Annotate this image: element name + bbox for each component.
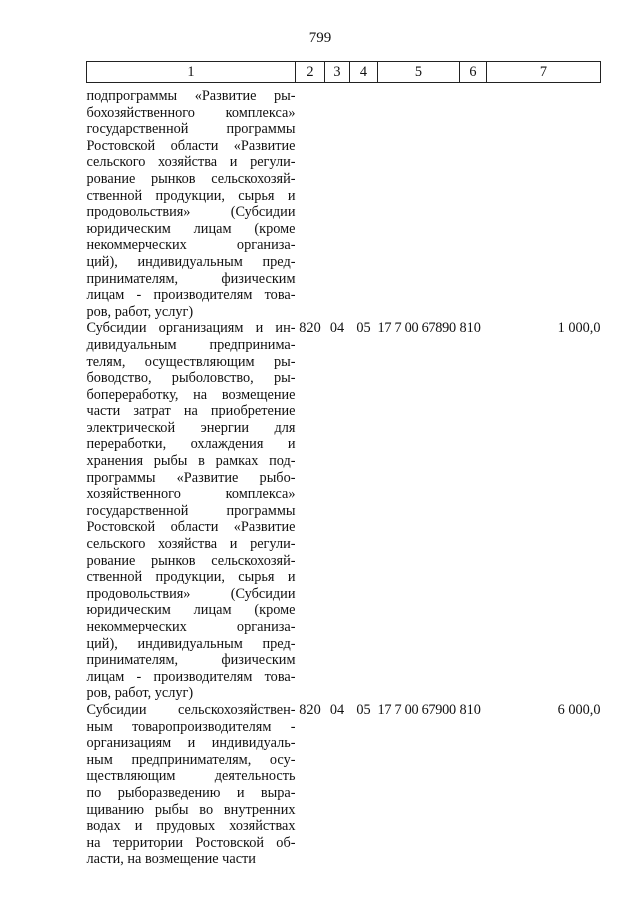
description-line: юридическим лицам (кроме [86,220,296,237]
expense-type-code: 810 [459,320,481,337]
amount [487,83,601,321]
ministry-code [296,83,325,321]
description-line: бохозяйственного комплекса» [86,104,296,121]
column-header: 4 [350,62,378,83]
description-line: программы «Развитие рыбо- [86,469,296,486]
column-header: 6 [460,62,487,83]
target-article-code [378,83,460,321]
description-line: государственной программы [86,121,296,138]
section-code: 04 [329,320,345,337]
description-line: принимателям, физическим [86,270,296,287]
column-header: 7 [487,62,601,83]
page-number: 799 [308,30,332,46]
description-line: водах и прудовых хозяйствах [86,818,296,835]
description-line: Ростовской области «Развитие [86,519,296,536]
description-line: государственной программы [86,502,296,519]
section-code: 04 [329,701,345,718]
column-header: 2 [296,62,325,83]
header-row [87,62,601,83]
budget-table [86,61,601,868]
ministry-code: 820 [299,701,321,718]
description-line: Субсидии сельскохозяйствен- [86,701,296,718]
description-line: продовольствия» (Субсидии [86,585,296,602]
description-line: лицам - производителям това- [86,287,296,304]
description-line: дивидуальным предпринима- [86,336,296,353]
target-article-code: 17 7 00 67900 [377,701,456,718]
description-line: ций), индивидуальным пред- [86,253,296,270]
column-header: 5 [378,62,460,83]
row-description [87,83,296,321]
description-line: ным товаропроизводителям - [86,718,296,735]
description-line: бопереработку, на возмещение [86,386,296,403]
table-row [87,320,601,702]
description-line: юридическим лицам (кроме [86,602,296,619]
description-line: хранения рыбы в рамках под- [86,453,296,470]
description-line: хозяйственного комплекса» [86,486,296,503]
description-line: ственной продукции, сырья и [86,569,296,586]
amount: 6 000,0 [557,701,601,718]
description-line: сельского хозяйства и регули- [86,536,296,553]
description-line: ласти, на возмещение части [86,851,256,868]
column-header: 1 [87,62,296,83]
description-line: ным предпринимателям, осу- [86,751,296,768]
description-line: на территории Ростовской об- [86,834,296,851]
table-row [87,702,601,868]
description-line: рование рынков сельскохозяй- [86,170,296,187]
description-line: сельского хозяйства и регули- [86,154,296,171]
description-line: Ростовской области «Развитие [86,137,296,154]
description-line: лицам - производителям това- [86,668,296,685]
amount: 1 000,0 [557,320,601,337]
description-line: подпрограммы «Развитие ры- [86,88,296,104]
description-line: Субсидии организациям и ин- [86,320,296,337]
description-line: части затрат на приобретение [86,403,296,420]
description-line: продовольствия» (Субсидии [86,204,296,221]
subsection-code: 05 [356,320,371,337]
description-line: принимателям, физическим [86,652,296,669]
description-line: телям, осуществляющим ры- [86,353,296,370]
description-line: некоммерческих организа- [86,237,296,254]
description-line: электрической энергии для [86,419,296,436]
description-line: ществляющим деятельность [86,768,296,785]
subsection-code [350,83,378,321]
expense-type-code: 810 [459,701,481,718]
table-row [87,83,601,321]
description-line: ций), индивидуальным пред- [86,635,296,652]
row-description [87,702,296,868]
description-line: боводство, рыболовство, ры- [86,370,296,387]
description-line: переработки, охлаждения и [86,436,296,453]
subsection-code: 05 [356,701,371,718]
description-line: щиванию рыбы во внутренних [86,801,296,818]
description-line: ров, работ, услуг) [86,685,194,702]
ministry-code: 820 [299,320,321,337]
description-line: ров, работ, услуг) [86,303,194,320]
description-line: по рыборазведению и выра- [86,784,296,801]
description-line: организациям и индивидуаль- [86,735,296,752]
row-description [87,320,296,702]
description-line: некоммерческих организа- [86,619,296,635]
column-header: 3 [325,62,350,83]
expense-type-code [460,83,487,321]
section-code [325,83,350,321]
description-line: ственной продукции, сырья и [86,187,296,204]
description-line: рование рынков сельскохозяй- [86,552,296,569]
target-article-code: 17 7 00 67890 [377,320,456,337]
